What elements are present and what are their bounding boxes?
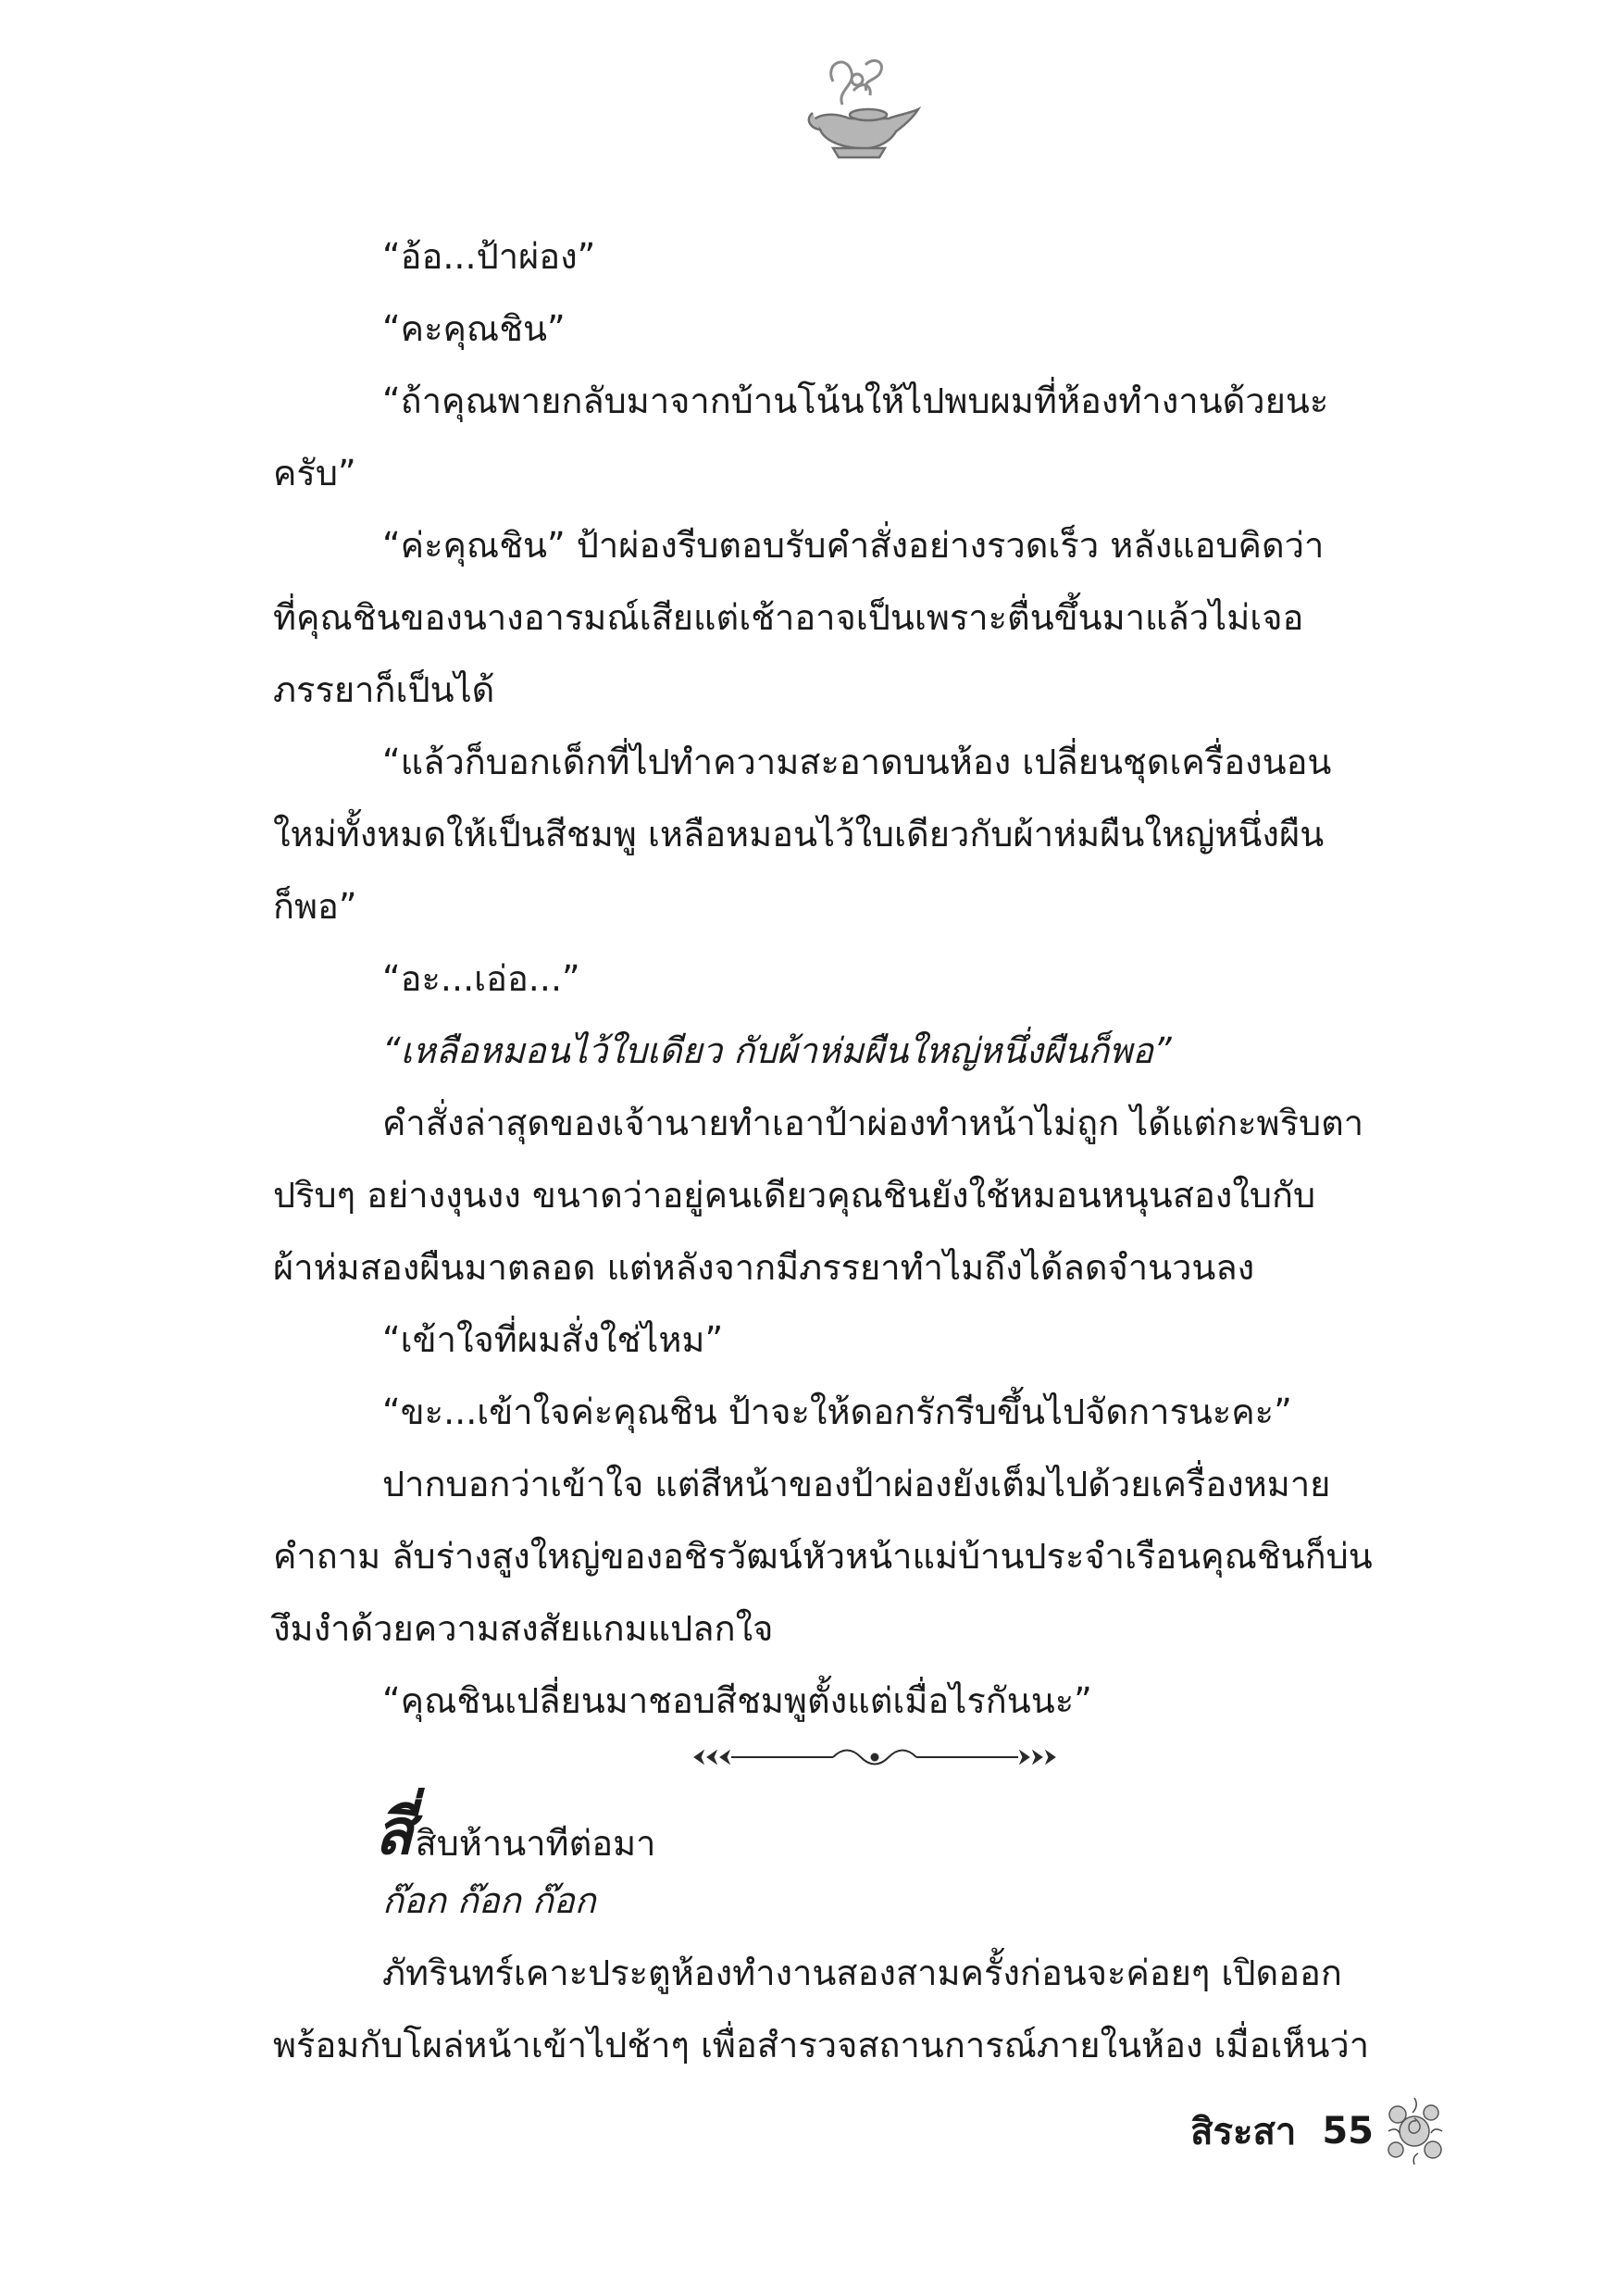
- section-start: [273, 1778, 1444, 2081]
- paragraph-line: ปากบอกว่าเข้าใจ แต่สีหน้าของป้าผ่องยังเต็มไปด้วยเครื่องหมาย: [382, 1464, 1331, 1504]
- sound-effect-line: ก๊อก ก๊อก ก๊อก: [382, 1880, 596, 1921]
- paragraph-line: “อ้อ...ป้าผ่อง”: [382, 236, 596, 277]
- paragraph-line: “เหลือหมอนไว้ใบเดียว กับผ้าห่มผืนใหญ่หนึ่งผืนก็พอ”: [382, 1030, 1172, 1071]
- paragraph-line: ผ้าห่มสองผืนมาตลอด แต่หลังจากมีภรรยาทำไมถึงได้ลดจำนวนลง: [273, 1247, 1255, 1288]
- paragraph-line: “คะคุณชิน”: [382, 308, 566, 349]
- rose-icon: [1381, 2094, 1450, 2168]
- paragraph-line: ครับ”: [273, 453, 356, 493]
- section-paragraph-line: พร้อมกับโผล่หน้าเข้าไปช้าๆ เพื่อสำรวจสถานการณ์ภายในห้อง เมื่อเห็นว่า: [273, 2025, 1370, 2065]
- paragraph-line: ใหม่ทั้งหมดให้เป็นสีชมพู เหลือหมอนไว้ใบเดียวกับผ้าห่มผืนใหญ่หนึ่งผืน: [273, 814, 1325, 855]
- page-number: 55: [1322, 2110, 1374, 2152]
- paragraph-line: “ถ้าคุณพายกลับมาจากบ้านโน้นให้ไปพบผมที่ห้องทำงานด้วยนะ: [382, 381, 1329, 421]
- paragraph-line: “อะ...เอ่อ...”: [382, 958, 580, 999]
- paragraph-line: ปริบๆ อย่างงุนงง ขนาดว่าอยู่คนเดียวคุณชินยังใช้หมอนหนุนสองใบกับ: [273, 1175, 1316, 1216]
- genie-lamp-icon: [796, 54, 926, 165]
- section-paragraph-line: ภัทรินทร์เคาะประตูห้องทำงานสองสามครั้งก่อนจะค่อยๆ เปิดออก: [382, 1953, 1342, 1993]
- document-body: [273, 220, 1444, 1737]
- paragraph-line: คำถาม ลับร่างสูงใหญ่ของอชิรวัฒน์หัวหน้าแม่บ้านประจำเรือนคุณชินก็บ่น: [273, 1536, 1373, 1577]
- drop-cap: สี่: [375, 1796, 414, 1869]
- ornamental-divider-icon: [685, 1739, 1064, 1776]
- paragraph-line: “ขะ...เข้าใจค่ะคุณชิน ป้าจะให้ดอกรักรีบขึ้นไปจัดการนะคะ”: [382, 1391, 1292, 1432]
- page-footer: [1190, 2094, 1450, 2168]
- footer-title: สิระสา: [1190, 2111, 1297, 2153]
- paragraph-line: “ค่ะคุณชิน” ป้าผ่องรีบตอบรับคำสั่งอย่างรวดเร็ว หลังแอบคิดว่า: [382, 525, 1325, 566]
- paragraph-line: “คุณชินเปลี่ยนมาชอบสีชมพูตั้งแต่เมื่อไรกันนะ”: [382, 1680, 1092, 1721]
- paragraph-line: “เข้าใจที่ผมสั่งใช่ไหม”: [382, 1319, 724, 1360]
- paragraph-line: ก็พอ”: [273, 886, 357, 927]
- paragraph-line: ที่คุณชินของนางอารมณ์เสียแต่เช้าอาจเป็นเพราะตื่นขึ้นมาแล้วไม่เจอ: [273, 597, 1304, 638]
- section-opening-text: สิบห้านาทีต่อมา: [415, 1823, 656, 1864]
- paragraph-line: งึมงำด้วยความสงสัยแกมแปลกใจ: [273, 1608, 774, 1649]
- paragraph-line: ภรรยาก็เป็นได้: [273, 669, 495, 710]
- paragraph-line: “แล้วก็บอกเด็กที่ไปทำความสะอาดบนห้อง เปลี่ยนชุดเครื่องนอน: [382, 742, 1332, 782]
- section-opening-line: [273, 1778, 1444, 1869]
- paragraph-line: คำสั่งล่าสุดของเจ้านายทำเอาป้าผ่องทำหน้าไม่ถูก ได้แต่กะพริบตา: [382, 1103, 1364, 1143]
